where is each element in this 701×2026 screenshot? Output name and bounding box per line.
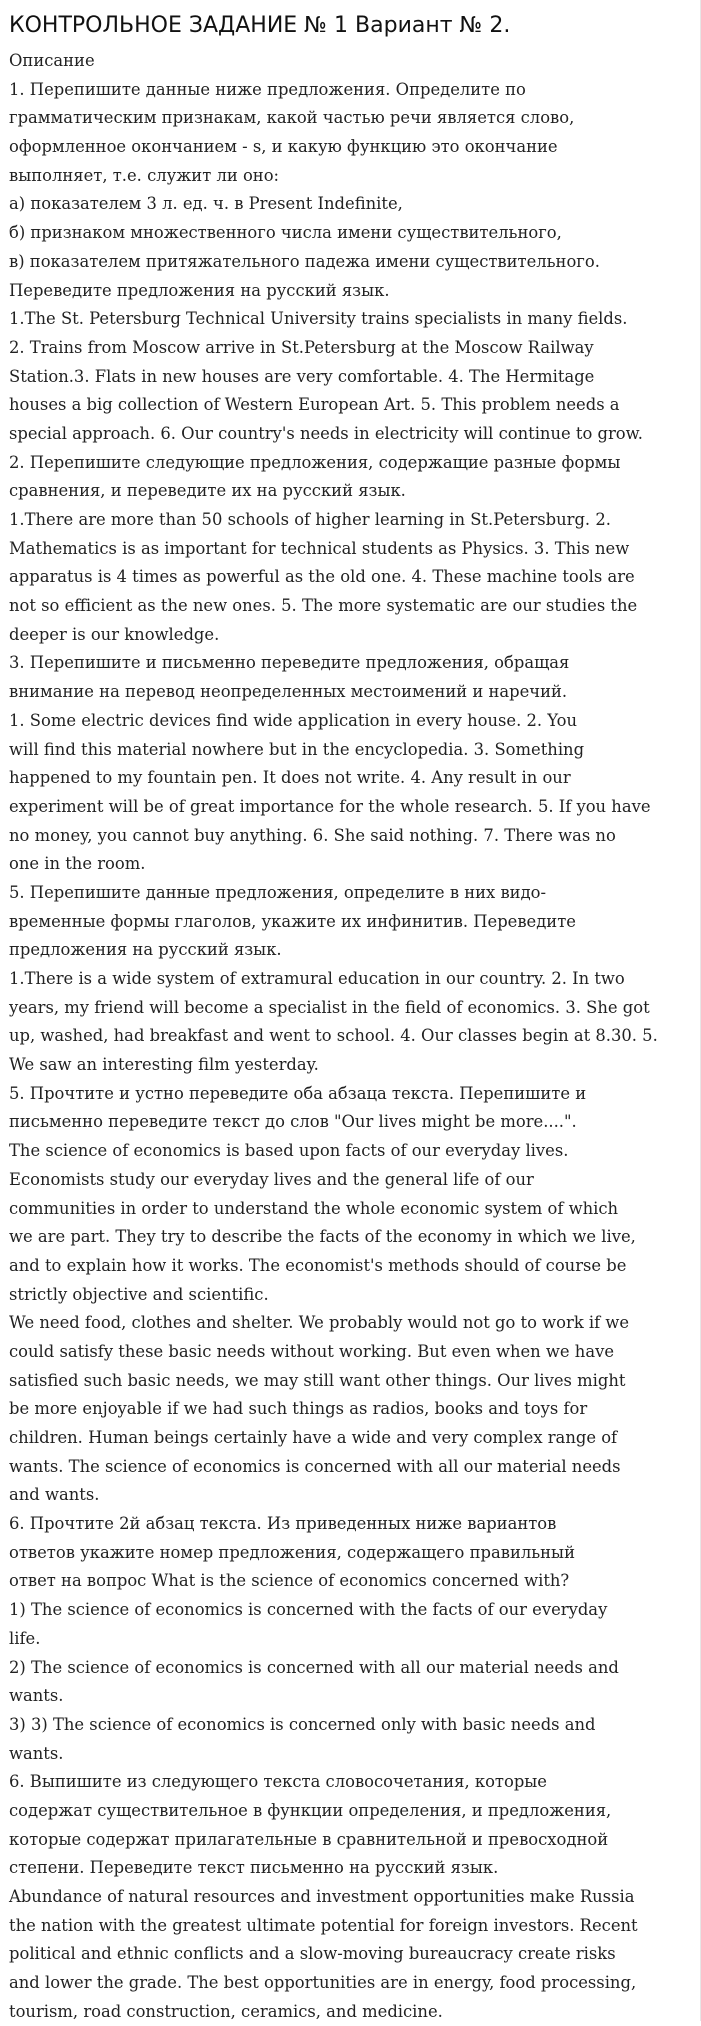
text-line: will find this material nowhere but in the encyclopedia. 3. Something xyxy=(9,739,585,759)
text-line: выполняет, т.е. служит ли оно: xyxy=(9,165,280,185)
text-line: которые содержат прилагательные в сравнительной и превосходной xyxy=(9,1829,609,1849)
text-line: Station.3. Flats in new houses are very comfortable. 4. The Hermitage xyxy=(9,366,595,386)
text-line: 2) The science of economics is concerned with all our material needs and xyxy=(9,1657,619,1677)
text-line: 3) 3) The science of economics is concerned only with basic needs and xyxy=(9,1714,596,1734)
text-line: оформленное окончанием - s, и какую функцию это окончание xyxy=(9,137,558,157)
text-line: and to explain how it works. The economist's methods should of course be xyxy=(9,1255,627,1275)
text-line: ответов укажите номер предложения, содержащего правильный xyxy=(9,1542,575,1562)
text-line: 1. Some electric devices find wide application in every house. 2. You xyxy=(9,710,578,730)
text-line: deeper is our knowledge. xyxy=(9,624,220,644)
text-line: Переведите предложения на русский язык. xyxy=(9,280,390,300)
text-line: could satisfy these basic needs without working. But even when we have xyxy=(9,1341,615,1361)
text-line: сравнения, и переведите их на русский язык. xyxy=(9,481,406,501)
text-line: б) признаком множественного числа имени существительного, xyxy=(9,223,562,243)
text-line: up, washed, had breakfast and went to school. 4. Our classes begin at 8.30. 5. xyxy=(9,1026,658,1046)
text-line: wants. The science of economics is concerned with all our material needs xyxy=(9,1456,621,1476)
text-line: Описание xyxy=(9,51,95,70)
text-line: political and ethnic conflicts and a slow-moving bureaucracy create risks xyxy=(9,1944,616,1964)
page-title: КОНТРОЛЬНОЕ ЗАДАНИЕ № 1 Вариант № 2. xyxy=(9,13,511,38)
text-line: 1.There are more than 50 schools of higher learning in St.Petersburg. 2. xyxy=(9,510,611,529)
text-line: communities in order to understand the whole economic system of which xyxy=(9,1198,619,1218)
text-line: the nation with the greatest ultimate potential for foreign investors. Recent xyxy=(9,1915,638,1935)
text-line: strictly objective and scientific. xyxy=(9,1284,269,1304)
text-line: 1.There is a wide system of extramural education in our country. 2. In two xyxy=(9,969,625,988)
text-line: one in the room. xyxy=(9,854,146,874)
text-line: not so efficient as the new ones. 5. The more systematic are our studies the xyxy=(9,596,638,616)
text-line: We saw an interesting film yesterday. xyxy=(9,1055,319,1075)
text-line: грамматическим признакам, какой частью речи является слово, xyxy=(9,108,575,128)
text-line: 2. Trains from Moscow arrive in St.Petersburg at the Moscow Railway xyxy=(9,337,594,357)
text-line: Mathematics is as important for technical students as Physics. 3. This new xyxy=(9,538,630,558)
text-line: письменно переведите текст до слов "Our lives might be more....". xyxy=(9,1112,577,1132)
text-line: 6. Выпишите из следующего текста словосочетания, которые xyxy=(9,1772,547,1792)
text-line: years, my friend will become a specialist in the field of economics. 3. She got xyxy=(9,997,650,1017)
text-line: временные формы глаголов, укажите их инфинитив. Переведите xyxy=(9,911,576,931)
text-line: experiment will be of great importance for the whole research. 5. If you have xyxy=(9,796,651,816)
text-line: we are part. They try to describe the facts of the economy in which we live, xyxy=(9,1227,636,1247)
text-line: степени. Переведите текст письменно на русский язык. xyxy=(9,1858,499,1878)
text-line: wants. xyxy=(9,1686,64,1706)
text-line: life. xyxy=(9,1628,41,1648)
text-line: happened to my fountain pen. It does not write. 4. Any result in our xyxy=(9,768,571,788)
text-line: no money, you cannot buy anything. 6. She said nothing. 7. There was no xyxy=(9,825,616,845)
text-line: в) показателем притяжательного падежа имени существительного. xyxy=(9,251,600,271)
text-line: satisfied such basic needs, we may still want other things. Our lives might xyxy=(9,1370,626,1390)
text-line: children. Human beings certainly have a wide and very complex range of xyxy=(9,1428,618,1447)
text-line: special approach. 6. Our country's needs in electricity will continue to grow. xyxy=(9,423,643,443)
text-line: and wants. xyxy=(9,1485,100,1505)
text-line: а) показателем 3 л. ед. ч. в Present Indefinite, xyxy=(9,194,403,214)
text-line: 1.The St. Petersburg Technical University trains specialists in many fields. xyxy=(9,309,628,329)
text-line: wants. xyxy=(9,1743,64,1763)
text-line: apparatus is 4 times as powerful as the old one. 4. These machine tools are xyxy=(9,567,635,587)
text-line: 1) The science of economics is concerned with the facts of our everyday xyxy=(9,1600,608,1620)
text-line: houses a big collection of Western European Art. 5. This problem needs a xyxy=(9,395,620,415)
text-line: tourism, road construction, ceramics, and medicine. xyxy=(9,2001,443,2021)
text-line: 5. Перепишите данные предложения, определите в них видо- xyxy=(9,882,547,902)
text-line: 1. Перепишите данные ниже предложения. Определите по xyxy=(9,79,526,99)
text-line: внимание на перевод неопределенных местоимений и наречий. xyxy=(9,682,568,702)
text-line: Abundance of natural resources and investment opportunities make Russia xyxy=(9,1887,635,1906)
text-line: 6. Прочтите 2й абзац текста. Из приведенных ниже вариантов xyxy=(9,1514,557,1534)
text-line: 3. Перепишите и письменно переведите предложения, обращая xyxy=(9,653,570,673)
text-line: 2. Перепишите следующие предложения, содержащие разные формы xyxy=(9,452,621,472)
text-line: содержат существительное в функции определения, и предложения, xyxy=(9,1800,612,1820)
text-line: Economists study our everyday lives and the general life of our xyxy=(9,1169,534,1189)
text-line: предложения на русский язык. xyxy=(9,940,282,960)
text-line: We need food, clothes and shelter. We probably would not go to work if we xyxy=(9,1313,630,1333)
text-line: 5. Прочтите и устно переведите оба абзаца текста. Перепишите и xyxy=(9,1083,587,1103)
text-line: and lower the grade. The best opportunities are in energy, food processing, xyxy=(9,1973,637,1993)
text-line: be more enjoyable if we had such things as radios, books and toys for xyxy=(9,1399,588,1419)
text-line: The science of economics is based upon facts of our everyday lives. xyxy=(9,1141,569,1161)
document-body xyxy=(9,47,701,2026)
text-line: ответ на вопрос What is the science of economics concerned with? xyxy=(9,1571,570,1591)
